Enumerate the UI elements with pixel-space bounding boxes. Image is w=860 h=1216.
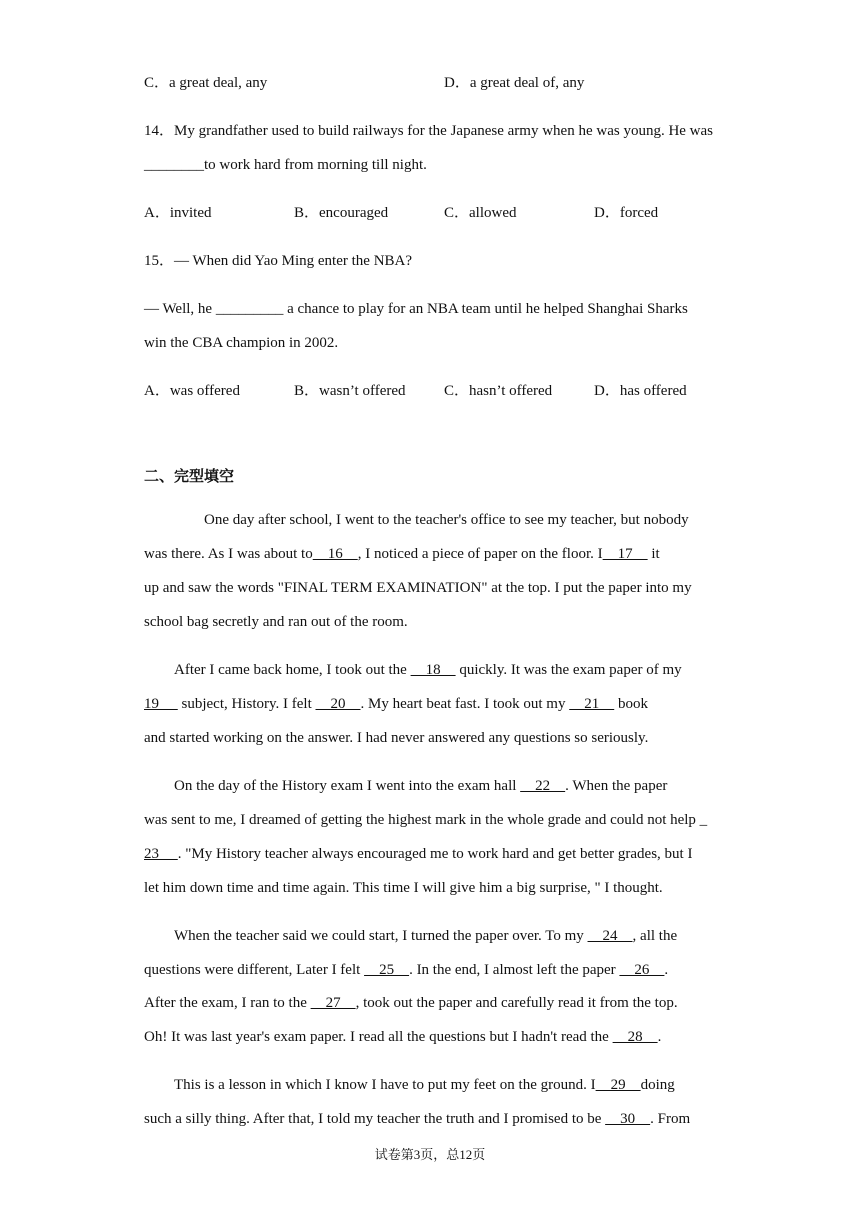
passage-p2-line1 [174, 660, 682, 680]
blank-21: 21 [569, 696, 615, 712]
q15-stem-line1: 15．— When did Yao Ming enter the NBA? [144, 253, 413, 269]
q15-option-b: B．wasn’t offered [294, 383, 406, 399]
text-run: . [664, 962, 669, 978]
q14-option-c: C．allowed [444, 205, 517, 221]
q14-stem-rest: to work hard from morning till night. [204, 157, 427, 173]
q13-option-d: D．a great deal of, any [444, 75, 585, 91]
blank-26: 26 [619, 962, 665, 978]
text-run: was there. As I was about to [144, 546, 313, 562]
blank-29: 29 [595, 1077, 641, 1093]
q15-option-a: A．was offered [144, 383, 240, 399]
blank-22: 22 [520, 778, 566, 794]
blank-27: 27 [310, 995, 356, 1011]
q15-stem-line3: win the CBA champion in 2002. [144, 335, 339, 351]
text-run: After the exam, I ran to the [144, 995, 311, 1011]
passage-p4-line3 [144, 993, 678, 1013]
text-run: such a silly thing. After that, I told my teacher the truth and I promised to be [144, 1111, 606, 1127]
blank-25: 25 [364, 962, 410, 978]
passage-p2-line2 [144, 694, 648, 714]
blank-18: 18 [410, 662, 456, 678]
text-run: , I noticed a piece of paper on the floor. I [357, 546, 603, 562]
q15-stem-post: a chance to play for an NBA team until he helped Shanghai Sharks [283, 301, 688, 317]
passage-p5-line2 [144, 1109, 690, 1129]
q15-stem-line2 [144, 299, 688, 319]
section-heading: 二、完型填空 [144, 467, 235, 485]
q13-option-c: C．a great deal, any [144, 75, 268, 91]
q15-option-c: C．hasn’t offered [444, 383, 553, 399]
text-run: . When the paper [565, 778, 668, 794]
passage-p3-line1 [174, 776, 667, 796]
q15-option-d: D．has offered [594, 383, 687, 399]
q14-blank: ________ [144, 157, 204, 173]
blank-24: 24 [587, 928, 633, 944]
q14-option-d: D．forced [594, 205, 659, 221]
text-run: subject, History. I felt [177, 696, 316, 712]
text-run: , took out the paper and carefully read it from the top. [355, 995, 678, 1011]
text-run: . "My History teacher always encouraged me to work hard and get better grades, but I [177, 846, 693, 862]
blank-23: 23 [144, 846, 178, 862]
text-run: This is a lesson in which I know I have to put my feet on the ground. I [174, 1077, 596, 1093]
passage-p3-line2: was sent to me, I dreamed of getting the highest mark in the whole grade and could not help _ [144, 812, 708, 828]
passage-p5-line1 [174, 1075, 675, 1095]
passage-p3-line3 [144, 844, 692, 864]
q14-stem-line1: 14．My grandfather used to build railways for the Japanese army when he was young. He was [144, 123, 714, 139]
q15-blank: _________ [215, 301, 284, 317]
q15-stem-pre: — Well, he [144, 301, 216, 317]
text-run: book [614, 696, 648, 712]
text-run: Oh! It was last year's exam paper. I read all the questions but I hadn't read the [144, 1029, 613, 1045]
text-run: After I came back home, I took out the [174, 662, 411, 678]
blank-30: 30 [605, 1111, 651, 1127]
text-run: When the teacher said we could start, I turned the paper over. To my [174, 928, 588, 944]
text-run: , all the [632, 928, 678, 944]
q14-stem-line2 [144, 155, 427, 175]
passage-p3-line4: let him down time and time again. This time I will give him a big surprise, " I thought. [144, 880, 663, 896]
passage-p1-line4: school bag secretly and ran out of the room. [144, 614, 408, 630]
text-run: On the day of the History exam I went into the exam hall [174, 778, 521, 794]
text-run: it [647, 546, 660, 562]
blank-16: 16 [312, 546, 358, 562]
text-run: . [657, 1029, 662, 1045]
text-run: doing [640, 1077, 675, 1093]
text-run: . From [650, 1111, 691, 1127]
passage-p4-line4 [144, 1027, 661, 1047]
blank-17: 17 [602, 546, 648, 562]
text-run: quickly. It was the exam paper of my [455, 662, 682, 678]
passage-p4-line2 [144, 960, 668, 980]
passage-p4-line1 [174, 926, 677, 946]
passage-p2-line3: and started working on the answer. I had never answered any questions so seriously. [144, 730, 649, 746]
page-footer: 试卷第3页，总12页 [374, 1147, 486, 1162]
passage-p1-line3: up and saw the words "FINAL TERM EXAMINATION" at the top. I put the paper into my [144, 580, 692, 596]
blank-28: 28 [612, 1029, 658, 1045]
q14-option-b: B．encouraged [294, 205, 389, 221]
text-run: questions were different, Later I felt [144, 962, 365, 978]
q14-option-a: A．invited [144, 205, 212, 221]
blank-19: 19 [144, 696, 178, 712]
blank-20: 20 [315, 696, 361, 712]
text-run: . My heart beat fast. I took out my [360, 696, 570, 712]
passage-p1-line1: One day after school, I went to the teacher's office to see my teacher, but nobody [204, 512, 689, 528]
text-run: . In the end, I almost left the paper [409, 962, 620, 978]
passage-p1-line2 [144, 544, 660, 564]
